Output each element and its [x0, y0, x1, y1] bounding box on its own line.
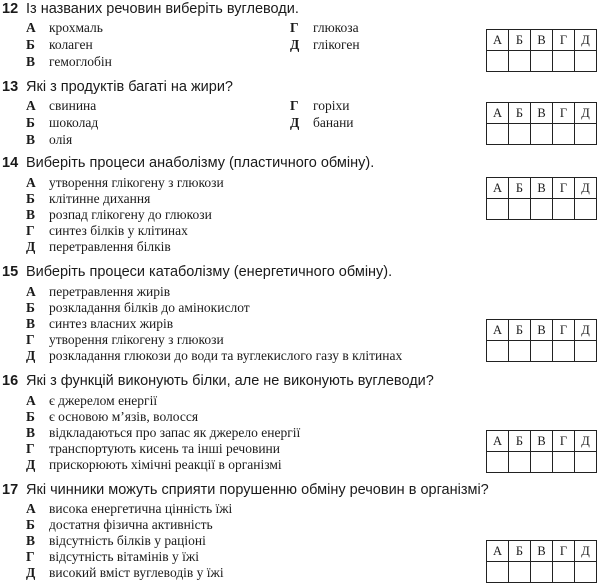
grid-header-row: [487, 178, 597, 199]
answer-grid: [486, 430, 597, 473]
answer-cell[interactable]: [575, 341, 597, 362]
option-letter: Б: [26, 517, 35, 532]
answer-cell[interactable]: [487, 341, 509, 362]
option-letter: А: [26, 393, 36, 408]
option-text: транспортують кисень та інші речовини: [49, 441, 280, 456]
option-text: синтез власних жирів: [49, 316, 174, 331]
grid-letter-cell: А: [487, 178, 509, 199]
option-letter: Б: [26, 409, 35, 424]
option-text: утворення глікогену з глюкози: [49, 332, 224, 347]
answer-cell[interactable]: [531, 452, 553, 473]
question-number: 16: [2, 373, 19, 389]
option-letter: В: [26, 54, 36, 69]
grid-letter-cell: А: [487, 320, 509, 341]
option-letter: А: [26, 284, 36, 299]
grid-header-row: [487, 431, 597, 452]
grid-letter-cell: Д: [575, 30, 597, 51]
option-letter: Д: [26, 239, 36, 254]
option-text: розкладання білків до амінокислот: [49, 300, 250, 315]
option-text: висока енергетична цінність їжі: [49, 501, 233, 516]
answer-cell[interactable]: [553, 124, 575, 145]
option-text: розкладання глюкози до води та вуглекислого газу в клітинах: [49, 348, 403, 363]
answer-cell[interactable]: [531, 124, 553, 145]
grid-letter-cell: Д: [575, 178, 597, 199]
option-text: розпад глікогену до глюкози: [49, 207, 212, 222]
answer-grid: [486, 319, 597, 362]
answer-cell[interactable]: [487, 452, 509, 473]
option-letter: А: [26, 20, 36, 35]
option-letter: Д: [26, 348, 36, 363]
option-text: є основою м’язів, волосся: [49, 409, 199, 424]
option-text: синтез білків у клітинах: [49, 223, 188, 238]
question-text: Які чинники можуть сприяти порушенню обміну речовин в організмі?: [26, 482, 489, 498]
option-letter: Г: [290, 98, 299, 113]
question-text: Які з продуктів багаті на жири?: [26, 79, 233, 95]
grid-header-row: [487, 30, 597, 51]
answer-cell[interactable]: [553, 341, 575, 362]
grid-letter-cell: Б: [509, 541, 531, 562]
option-text: клітинне дихання: [49, 191, 151, 206]
grid-header-row: [487, 541, 597, 562]
grid-letter-cell: А: [487, 431, 509, 452]
grid-letter-cell: Б: [509, 178, 531, 199]
option-letter: А: [26, 98, 36, 113]
grid-letter-cell: Г: [553, 431, 575, 452]
question-number: 12: [2, 1, 19, 17]
answer-cell[interactable]: [487, 199, 509, 220]
option-letter: Г: [290, 20, 299, 35]
grid-letter-cell: А: [487, 30, 509, 51]
answer-cell[interactable]: [531, 199, 553, 220]
option-text: шоколад: [49, 115, 99, 130]
question-text: Виберіть процеси анаболізму (пластичного обміну).: [26, 155, 375, 171]
question-number: 17: [2, 482, 19, 498]
option-letter: В: [26, 207, 36, 222]
question-heading: [2, 372, 434, 390]
grid-letter-cell: Г: [553, 30, 575, 51]
answer-grid: [486, 540, 597, 583]
option-text: горіхи: [313, 98, 350, 113]
option-letter: Д: [26, 457, 36, 472]
answer-grid: [486, 29, 597, 72]
answer-cell[interactable]: [487, 562, 509, 583]
option-text: колаген: [49, 37, 93, 52]
option-text: відсутність вітамінів у їжі: [49, 549, 200, 564]
option-letter: Г: [26, 441, 35, 456]
option-text: прискорюють хімічні реакції в організмі: [49, 457, 282, 472]
grid-letter-cell: Г: [553, 178, 575, 199]
answer-cell[interactable]: [553, 199, 575, 220]
grid-header-row: [487, 320, 597, 341]
grid-answer-row: [487, 199, 597, 220]
grid-answer-row: [487, 562, 597, 583]
option-letter: А: [26, 501, 36, 516]
grid-letter-cell: В: [531, 178, 553, 199]
option-letter: Г: [26, 223, 35, 238]
answer-cell[interactable]: [575, 51, 597, 72]
grid-letter-cell: Б: [509, 103, 531, 124]
grid-letter-cell: Г: [553, 320, 575, 341]
option-text: перетравлення білків: [49, 239, 171, 254]
question-number: 14: [2, 155, 19, 171]
option-text: високий вміст вуглеводів у їжі: [49, 565, 224, 580]
option-letter: В: [26, 425, 36, 440]
grid-letter-cell: В: [531, 30, 553, 51]
grid-letter-cell: А: [487, 541, 509, 562]
answer-cell[interactable]: [553, 452, 575, 473]
option-letter: Г: [26, 332, 35, 347]
answer-cell[interactable]: [509, 124, 531, 145]
option-letter: Б: [26, 191, 35, 206]
question-text: Із названих речовин виберіть вуглеводи.: [26, 1, 299, 17]
option-letter: Г: [26, 549, 35, 564]
answer-cell[interactable]: [575, 124, 597, 145]
option-letter: Б: [26, 300, 35, 315]
option-text: утворення глікогену з глюкози: [49, 175, 224, 190]
answer-cell[interactable]: [509, 51, 531, 72]
answer-cell[interactable]: [487, 124, 509, 145]
option-text: олія: [49, 132, 73, 147]
grid-letter-cell: В: [531, 320, 553, 341]
option-letter: В: [26, 533, 36, 548]
answer-cell[interactable]: [575, 199, 597, 220]
grid-header-row: [487, 103, 597, 124]
answer-cell[interactable]: [531, 51, 553, 72]
option-letter: Д: [26, 565, 36, 580]
option-letter: А: [26, 175, 36, 190]
option-text: гемоглобін: [49, 54, 112, 69]
grid-answer-row: [487, 452, 597, 473]
option-letter: Д: [290, 115, 300, 130]
answer-cell[interactable]: [553, 562, 575, 583]
option-letter: В: [26, 316, 36, 331]
question-heading: [2, 0, 299, 18]
option-letter: Б: [26, 37, 35, 52]
grid-letter-cell: А: [487, 103, 509, 124]
question-heading: [2, 481, 489, 499]
option-text: відсутність білків у раціоні: [49, 533, 206, 548]
answer-cell[interactable]: [531, 341, 553, 362]
question-number: 13: [2, 79, 19, 95]
grid-answer-row: [487, 124, 597, 145]
option-letter: В: [26, 132, 36, 147]
grid-letter-cell: Д: [575, 320, 597, 341]
answer-cell[interactable]: [509, 562, 531, 583]
grid-letter-cell: В: [531, 541, 553, 562]
answer-cell[interactable]: [531, 562, 553, 583]
option-text: банани: [313, 115, 354, 130]
option-letter: Б: [26, 115, 35, 130]
option-text: відкладаються про запас як джерело енергії: [49, 425, 301, 440]
question-heading: [2, 78, 233, 96]
grid-letter-cell: Б: [509, 30, 531, 51]
option-text: крохмаль: [49, 20, 103, 35]
answer-cell[interactable]: [575, 452, 597, 473]
answer-cell[interactable]: [509, 199, 531, 220]
grid-answer-row: [487, 341, 597, 362]
grid-letter-cell: В: [531, 431, 553, 452]
answer-cell[interactable]: [509, 452, 531, 473]
grid-letter-cell: Д: [575, 103, 597, 124]
question-text: Виберіть процеси катаболізму (енергетичного обміну).: [26, 264, 393, 280]
question-heading: [2, 263, 392, 281]
grid-letter-cell: Д: [575, 541, 597, 562]
grid-letter-cell: Д: [575, 431, 597, 452]
answer-cell[interactable]: [509, 341, 531, 362]
option-letter: Д: [290, 37, 300, 52]
option-text: глюкоза: [313, 20, 359, 35]
option-text: глікоген: [313, 37, 360, 52]
question-heading: [2, 154, 374, 172]
grid-letter-cell: Б: [509, 431, 531, 452]
grid-answer-row: [487, 51, 597, 72]
option-text: перетравлення жирів: [49, 284, 171, 299]
grid-letter-cell: Б: [509, 320, 531, 341]
grid-letter-cell: Г: [553, 541, 575, 562]
option-text: є джерелом енергії: [49, 393, 158, 408]
answer-cell[interactable]: [575, 562, 597, 583]
question-text: Які з функцій виконують білки, але не виконують вуглеводи?: [26, 373, 434, 389]
answer-grid: [486, 177, 597, 220]
grid-letter-cell: В: [531, 103, 553, 124]
question-number: 15: [2, 264, 19, 280]
answer-grid: [486, 102, 597, 145]
option-text: свинина: [49, 98, 97, 113]
answer-cell[interactable]: [487, 51, 509, 72]
answer-cell[interactable]: [553, 51, 575, 72]
option-text: достатня фізична активність: [49, 517, 213, 532]
grid-letter-cell: Г: [553, 103, 575, 124]
